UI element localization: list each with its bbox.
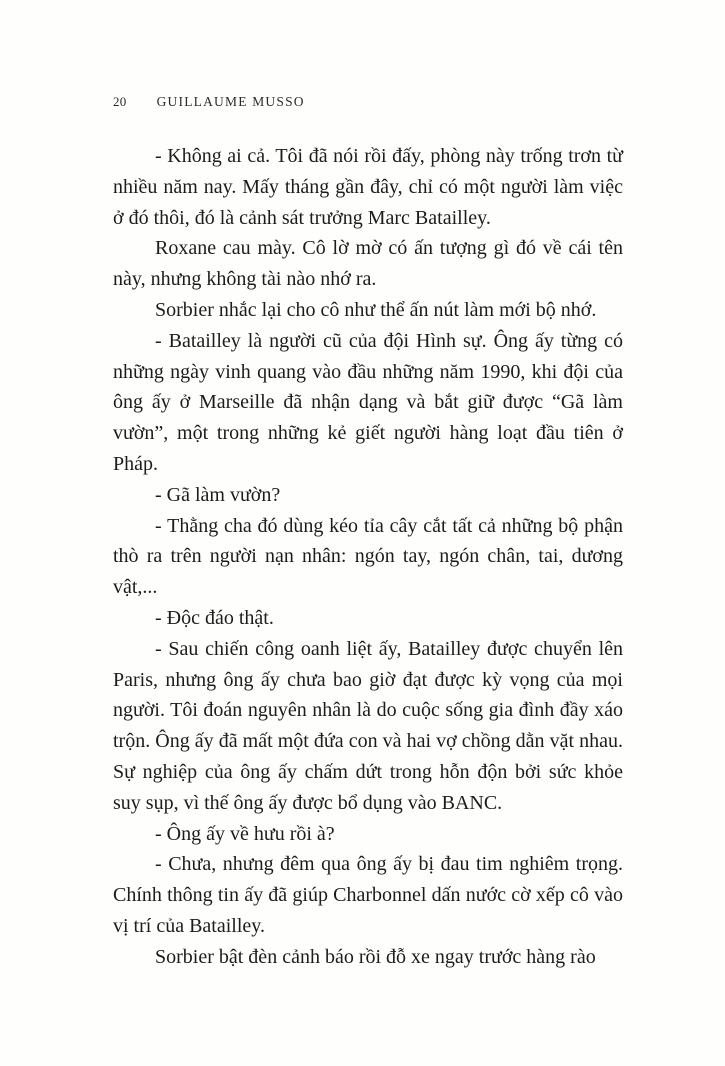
paragraph: - Thằng cha đó dùng kéo tỉa cây cắt tất cả những bộ phận thò ra trên người nạn nhân: ngón tay, ngón chân, tai, dương vật,... bbox=[113, 514, 623, 599]
paragraph: - Ông ấy về hưu rồi à? bbox=[155, 822, 335, 845]
paragraph: - Batailley là người cũ của đội Hình sự. Ông ấy từng có những ngày vinh quang vào đầu những năm 1990, khi đội của ông ấy ở Marseille đã nhận dạng và bắt giữ được “Gã làm vườn”, một trong những kẻ giết người hàng loạt đầu tiên ở Pháp. bbox=[113, 329, 623, 475]
paragraph: - Độc đáo thật. bbox=[155, 606, 274, 629]
running-header bbox=[113, 94, 623, 110]
page-content bbox=[113, 94, 623, 973]
paragraph: - Gã làm vườn? bbox=[155, 483, 281, 506]
paragraph: Roxane cau mày. Cô lờ mờ có ấn tượng gì đó về cái tên này, nhưng không tài nào nhớ ra. bbox=[113, 237, 623, 291]
page-number: 20 bbox=[113, 94, 127, 109]
running-head-author: GUILLAUME MUSSO bbox=[156, 94, 305, 109]
paragraph: Sorbier bật đèn cảnh báo rồi đỗ xe ngay trước hàng rào bbox=[155, 945, 596, 968]
paragraph: - Không ai cả. Tôi đã nói rồi đấy, phòng này trống trơn từ nhiều năm nay. Mấy tháng gần đây, chỉ có một người làm việc ở đó thôi, đó là cảnh sát trưởng Marc Batailley. bbox=[113, 145, 623, 229]
paragraph: Sorbier nhắc lại cho cô như thể ấn nút làm mới bộ nhớ. bbox=[155, 298, 597, 321]
body-text bbox=[113, 141, 623, 973]
paragraph: - Chưa, nhưng đêm qua ông ấy bị đau tim nghiêm trọng. Chính thông tin ấy đã giúp Charbonnel dấn nước cờ xếp cô vào vị trí của Batailley. bbox=[113, 853, 623, 937]
paragraph: - Sau chiến công oanh liệt ấy, Batailley được chuyển lên Paris, nhưng ông ấy chưa bao giờ đạt được kỳ vọng của mọi người. Tôi đoán nguyên nhân là do cuộc sống gia đình đầy xáo trộn. Ông ấy đã mất một đứa con và hai vợ chồng dằn vặt nhau. Sự nghiệp của ông ấy chấm dứt trong hỗn độn bởi sức khỏe suy sụp, vì thế ông ấy được bổ dụng vào BANC. bbox=[113, 637, 623, 814]
